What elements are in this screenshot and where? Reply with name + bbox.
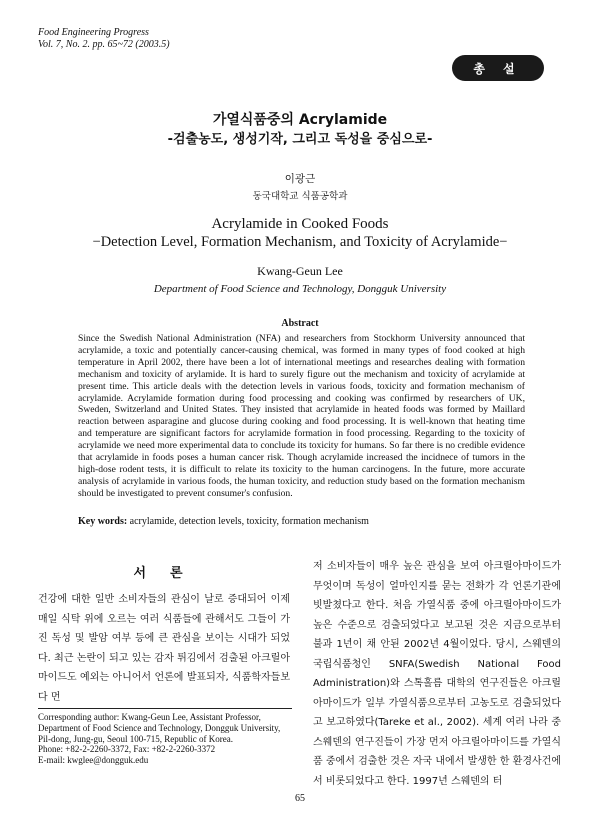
english-subtitle: −Detection Level, Formation Mechanism, and Toxicity of Acrylamide− bbox=[92, 234, 508, 250]
body-text-column-1: 건강에 대한 일반 소비자들의 관심이 날로 증대되어 이제 매일 식탁 위에 오르는 여러 식품들에 관해서도 그들이 가진 독성 및 발암 여부 등에 큰 관심을 보이는 시대가 되었다. 최근 논란이 되고 있는 감자 튀김에서 검출된 아크릴아마이드도 예외는 아니어서 언론에 발표되자, 식품학자들보다 먼 bbox=[38, 594, 290, 703]
footnote-author-line: Corresponding author: Kwang-Geun Lee, Assistant Professor, Department of Food Science and Technology, Dongguk University, Pil-dong, Jung-gu, Seoul 100-715, Republic of Korea. bbox=[38, 712, 281, 744]
korean-author: 이광근 bbox=[284, 173, 316, 185]
korean-title: 가열식품중의 Acrylamide bbox=[212, 112, 388, 128]
english-title: Acrylamide in Cooked Foods bbox=[211, 216, 389, 232]
abstract-text: Since the Swedish National Administration (NFA) and researchers from Stockhorm University announced that acrylamide, a toxic and potentially cancer-causing chemical, was formed in many types of food cooked at high temperature in April 2002, there have been a lot of international meetings and researches dealing with formation mechanism and toxicity of arylamide. It is hard to surely figure out the mechanism and toxicity of acrylamide at present time. This article deals with the detection levels in various foods, toxicity and formation mechanism of acrylamide. Acrylamide formation during food processing and cooking was confirmed by researchers of UK, Sweden, Switzerland and United States. They insisted that acrylamide in heated foods was formed by Maillard reaction between asparagine and glucose during cooking and food processing. It is well-known that heating time and temperature are significant factors for acrylamide formation in food processing. Regarding to the toxicity of acrylamide we need more experimental data to conclude its toxicity for humans. So far there is no credible evidence that acrylamide in foods poses a human cancer risk. Though acrylamide increased the incidnece of tumors in the high-dose rodent tests, it is difficult to relate its toxicity to the human carcinogens. In the future, more accurate analysis of acrylamide in various foods, the human toxicity, and reduction study based on the formation mechanism should be investigated to prevent consumer's confusion. bbox=[78, 333, 525, 499]
journal-header bbox=[38, 27, 170, 51]
english-author: Kwang-Geun Lee bbox=[257, 264, 343, 278]
footnote-divider bbox=[38, 708, 292, 709]
abstract-heading: Abstract bbox=[281, 318, 319, 329]
english-affiliation: Department of Food Science and Technology, Dongguk University bbox=[153, 283, 447, 295]
journal-name: Food Engineering Progress bbox=[38, 27, 149, 38]
korean-subtitle: -검출농도, 생성기작, 그리고 독성을 중심으로- bbox=[167, 132, 433, 147]
article-type-badge: 총설 bbox=[452, 55, 544, 81]
section-heading-introduction: 서론 bbox=[133, 566, 207, 581]
page-number: 65 bbox=[295, 793, 305, 804]
footnote-phone-line: Phone: +82-2-2260-3372, Fax: +82-2-2260-3372 bbox=[38, 744, 216, 755]
keywords-list: acrylamide, detection levels, toxicity, formation mechanism bbox=[129, 516, 369, 527]
journal-citation: Vol. 7, No. 2. pp. 65~72 (2003.5) bbox=[38, 39, 170, 50]
keywords-label: Key words: bbox=[78, 516, 128, 527]
keywords-line bbox=[78, 516, 525, 527]
corresponding-author-footnote bbox=[38, 712, 294, 766]
korean-affiliation: 동국대학교 식품공학과 bbox=[252, 191, 348, 202]
footnote-email-line: E-mail: kwglee@dongguk.edu bbox=[38, 755, 149, 766]
body-text-column-2: 저 소비자들이 매우 높은 관심을 보여 아크릴아마이드가 무엇이며 독성이 얼마인지를 묻는 전화가 각 언론기관에 빗발쳤다고 한다. 처음 가열식품 중에 아크릴아마이드가 높은 수준으로 검출되었다고 보고된 것은 지금으로부터 불과 1년이 채 안된 2002년 4월이었다. 당시, 스웨덴의 국립식품청인 SNFA(Swedish National Food Administration)와 스톡홀름 대학의 연구진들은 아크릴아마이드가 일부 가열식품으로부터 고농도로 검출되었다고 보고하였다(Tareke et al., 2002). 세계 여러 나라 중 스웨덴의 연구진들이 가장 먼저 아크릴아마이드를 가열식품 중에서 검출한 것은 자국 내에서 발생한 한 환경사건에서 비롯되었다고 한다. 1997년 스웨덴의 터 bbox=[313, 561, 561, 787]
